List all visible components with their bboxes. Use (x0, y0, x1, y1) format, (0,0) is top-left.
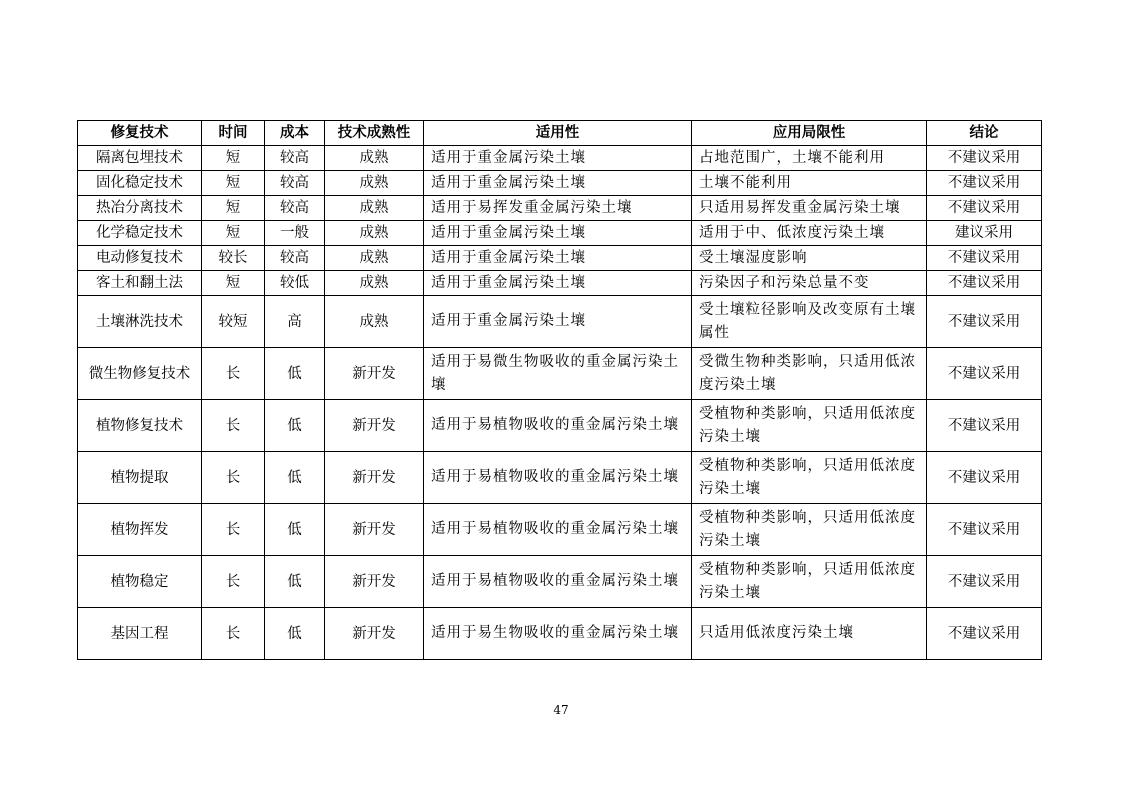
cell-limitations: 污染因子和污染总量不变 (692, 271, 927, 296)
cell-conclusion: 不建议采用 (927, 146, 1042, 171)
cell-cost: 低 (265, 504, 325, 556)
cell-limitations: 土壤不能利用 (692, 171, 927, 196)
cell-maturity: 新开发 (325, 348, 424, 400)
cell-limitations: 受植物种类影响，只适用低浓度污染土壤 (692, 400, 927, 452)
cell-cost: 低 (265, 348, 325, 400)
cell-limitations: 适用于中、低浓度污染土壤 (692, 221, 927, 246)
cell-conclusion: 不建议采用 (927, 400, 1042, 452)
cell-limitations: 受植物种类影响，只适用低浓度污染土壤 (692, 452, 927, 504)
cell-technology: 客土和翻土法 (78, 271, 202, 296)
cell-limitations: 占地范围广，土壤不能利用 (692, 146, 927, 171)
cell-limitations: 受土壤粒径影响及改变原有土壤属性 (692, 296, 927, 348)
cell-maturity: 新开发 (325, 452, 424, 504)
cell-maturity: 成熟 (325, 171, 424, 196)
cell-limitations: 受土壤湿度影响 (692, 246, 927, 271)
header-maturity: 技术成熟性 (325, 121, 424, 146)
cell-cost: 较高 (265, 196, 325, 221)
cell-time: 短 (202, 146, 265, 171)
cell-time: 短 (202, 196, 265, 221)
cell-time: 短 (202, 271, 265, 296)
cell-time: 较长 (202, 246, 265, 271)
cell-applicability: 适用于易挥发重金属污染土壤 (424, 196, 692, 221)
cell-applicability: 适用于重金属污染土壤 (424, 171, 692, 196)
cell-maturity: 成熟 (325, 246, 424, 271)
cell-technology: 植物挥发 (78, 504, 202, 556)
cell-applicability: 适用于易植物吸收的重金属污染土壤 (424, 504, 692, 556)
cell-technology: 植物稳定 (78, 556, 202, 608)
cell-cost: 低 (265, 452, 325, 504)
cell-cost: 一般 (265, 221, 325, 246)
cell-conclusion: 不建议采用 (927, 504, 1042, 556)
cell-applicability: 适用于重金属污染土壤 (424, 296, 692, 348)
cell-time: 短 (202, 171, 265, 196)
cell-maturity: 新开发 (325, 400, 424, 452)
cell-applicability: 适用于易植物吸收的重金属污染土壤 (424, 556, 692, 608)
cell-maturity: 新开发 (325, 608, 424, 660)
cell-applicability: 适用于重金属污染土壤 (424, 146, 692, 171)
header-cost: 成本 (265, 121, 325, 146)
table-row (78, 348, 1042, 400)
table-row (78, 221, 1042, 246)
cell-technology: 固化稳定技术 (78, 171, 202, 196)
remediation-technology-table (77, 120, 1042, 660)
page-number: 47 (553, 703, 569, 717)
cell-technology: 热冶分离技术 (78, 196, 202, 221)
cell-limitations: 只适用低浓度污染土壤 (692, 608, 927, 660)
header-conclusion: 结论 (927, 121, 1042, 146)
cell-maturity: 成熟 (325, 296, 424, 348)
cell-technology: 植物提取 (78, 452, 202, 504)
cell-cost: 较高 (265, 146, 325, 171)
cell-cost: 低 (265, 400, 325, 452)
cell-applicability: 适用于易生物吸收的重金属污染土壤 (424, 608, 692, 660)
table-row (78, 171, 1042, 196)
cell-cost: 低 (265, 608, 325, 660)
header-limitations: 应用局限性 (692, 121, 927, 146)
cell-applicability: 适用于易微生物吸收的重金属污染土壤 (424, 348, 692, 400)
table-row (78, 246, 1042, 271)
cell-time: 长 (202, 348, 265, 400)
cell-applicability: 适用于重金属污染土壤 (424, 271, 692, 296)
cell-conclusion: 不建议采用 (927, 608, 1042, 660)
cell-maturity: 成熟 (325, 146, 424, 171)
table-row (78, 400, 1042, 452)
cell-conclusion: 不建议采用 (927, 556, 1042, 608)
cell-time: 长 (202, 452, 265, 504)
cell-limitations: 只适用易挥发重金属污染土壤 (692, 196, 927, 221)
cell-time: 短 (202, 221, 265, 246)
table-row (78, 196, 1042, 221)
cell-conclusion: 不建议采用 (927, 271, 1042, 296)
cell-conclusion: 不建议采用 (927, 348, 1042, 400)
cell-cost: 较高 (265, 171, 325, 196)
cell-conclusion: 不建议采用 (927, 452, 1042, 504)
cell-maturity: 成熟 (325, 196, 424, 221)
cell-technology: 电动修复技术 (78, 246, 202, 271)
cell-cost: 较高 (265, 246, 325, 271)
cell-time: 长 (202, 556, 265, 608)
cell-maturity: 新开发 (325, 504, 424, 556)
cell-conclusion: 不建议采用 (927, 296, 1042, 348)
cell-technology: 植物修复技术 (78, 400, 202, 452)
cell-applicability: 适用于易植物吸收的重金属污染土壤 (424, 452, 692, 504)
cell-conclusion: 建议采用 (927, 221, 1042, 246)
cell-cost: 高 (265, 296, 325, 348)
cell-technology: 基因工程 (78, 608, 202, 660)
cell-cost: 较低 (265, 271, 325, 296)
cell-time: 长 (202, 608, 265, 660)
cell-limitations: 受植物种类影响，只适用低浓度污染土壤 (692, 556, 927, 608)
cell-maturity: 成熟 (325, 271, 424, 296)
cell-technology: 微生物修复技术 (78, 348, 202, 400)
cell-limitations: 受植物种类影响，只适用低浓度污染土壤 (692, 504, 927, 556)
table-row (78, 504, 1042, 556)
table-row (78, 452, 1042, 504)
cell-conclusion: 不建议采用 (927, 171, 1042, 196)
cell-maturity: 新开发 (325, 556, 424, 608)
cell-time: 长 (202, 400, 265, 452)
table-row (78, 296, 1042, 348)
cell-technology: 土壤淋洗技术 (78, 296, 202, 348)
header-applicability: 适用性 (424, 121, 692, 146)
table-header-row (78, 121, 1042, 146)
cell-conclusion: 不建议采用 (927, 196, 1042, 221)
table-row (78, 146, 1042, 171)
cell-cost: 低 (265, 556, 325, 608)
header-technology: 修复技术 (78, 121, 202, 146)
table-row (78, 608, 1042, 660)
cell-limitations: 受微生物种类影响，只适用低浓度污染土壤 (692, 348, 927, 400)
cell-applicability: 适用于易植物吸收的重金属污染土壤 (424, 400, 692, 452)
cell-maturity: 成熟 (325, 221, 424, 246)
cell-applicability: 适用于重金属污染土壤 (424, 221, 692, 246)
table-row (78, 556, 1042, 608)
cell-conclusion: 不建议采用 (927, 246, 1042, 271)
cell-technology: 化学稳定技术 (78, 221, 202, 246)
header-time: 时间 (202, 121, 265, 146)
table-row (78, 271, 1042, 296)
cell-time: 较短 (202, 296, 265, 348)
cell-time: 长 (202, 504, 265, 556)
cell-applicability: 适用于重金属污染土壤 (424, 246, 692, 271)
cell-technology: 隔离包埋技术 (78, 146, 202, 171)
